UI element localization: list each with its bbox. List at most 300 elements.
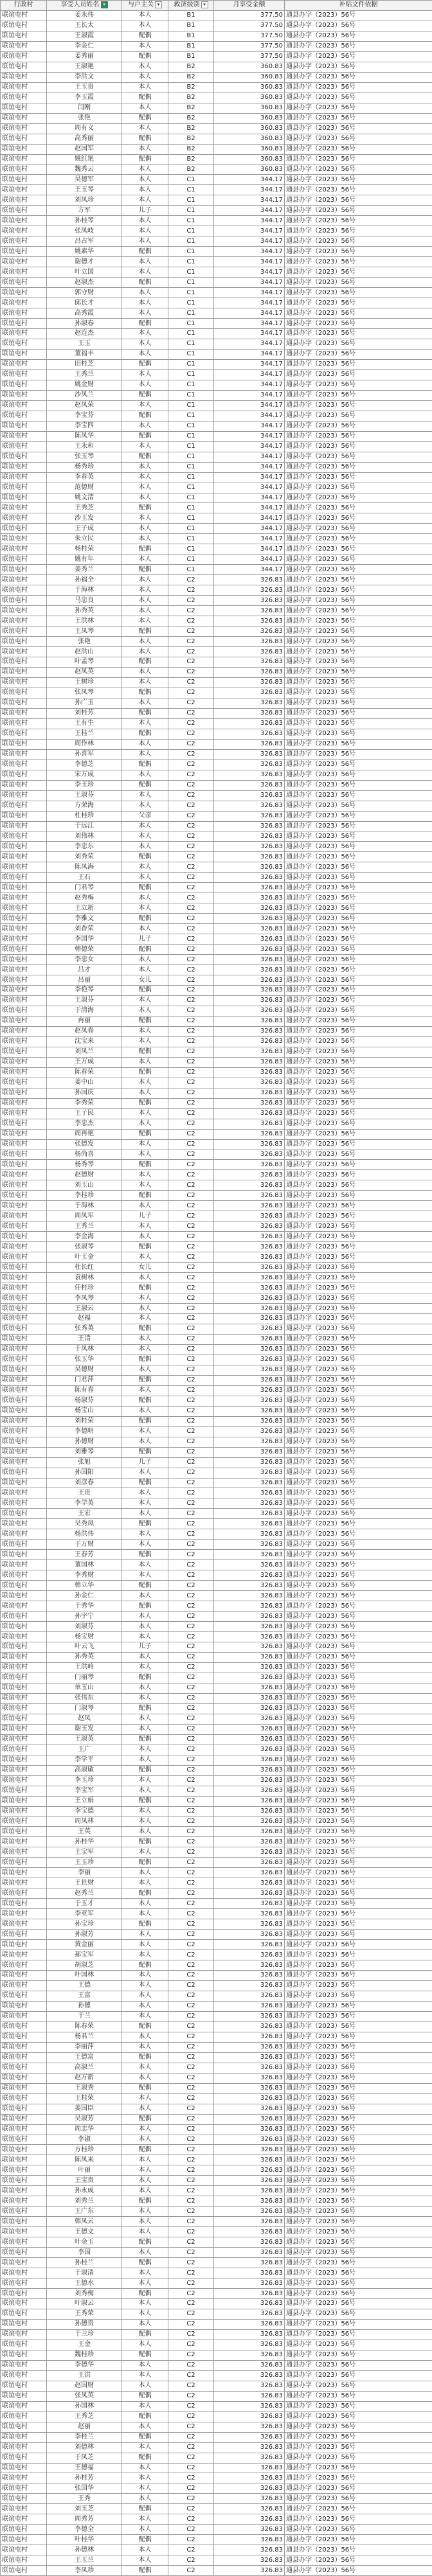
table-row[interactable] xyxy=(1,903,432,914)
cell-relation[interactable]: 本人 xyxy=(122,1683,168,1693)
cell-village[interactable]: 联谊屯村 xyxy=(1,1468,47,1478)
cell-name[interactable]: 门君萍 xyxy=(47,1375,122,1385)
cell-amount[interactable]: 326.83 xyxy=(214,1426,285,1437)
cell-amount[interactable]: 326.83 xyxy=(214,2145,285,2155)
cell-amount[interactable]: 326.83 xyxy=(214,1806,285,1817)
cell-level[interactable]: C2 xyxy=(168,606,214,616)
cell-doc[interactable]: 通县办字（2023）56号 xyxy=(285,1478,432,1488)
cell-level[interactable]: C2 xyxy=(168,2309,214,2319)
cell-amount[interactable]: 344.17 xyxy=(214,565,285,575)
cell-name[interactable]: 郭守财 xyxy=(47,288,122,298)
cell-doc[interactable]: 通县办字（2023）56号 xyxy=(285,914,432,924)
cell-doc[interactable]: 通县办字（2023）56号 xyxy=(285,2227,432,2237)
cell-doc[interactable]: 通县办字（2023）56号 xyxy=(285,431,432,441)
cell-level[interactable]: C1 xyxy=(168,513,214,524)
cell-doc[interactable]: 通县办字（2023）56号 xyxy=(285,1488,432,1498)
cell-name[interactable]: 王玉兰 xyxy=(47,2555,122,2566)
cell-village[interactable]: 联谊屯村 xyxy=(1,801,47,811)
cell-relation[interactable]: 本人 xyxy=(122,1745,168,1755)
cell-village[interactable]: 联谊屯村 xyxy=(1,1426,47,1437)
table-row[interactable] xyxy=(1,1334,432,1344)
cell-level[interactable]: C2 xyxy=(168,1775,214,1786)
table-row[interactable] xyxy=(1,10,432,21)
cell-name[interactable]: 王宝军 xyxy=(47,1847,122,1858)
cell-relation[interactable]: 配偶 xyxy=(122,1160,168,1170)
cell-relation[interactable]: 本人 xyxy=(122,667,168,677)
cell-level[interactable]: C2 xyxy=(168,1837,214,1847)
cell-name[interactable]: 田桂芝 xyxy=(47,359,122,369)
cell-village[interactable]: 联谊屯村 xyxy=(1,616,47,626)
cell-relation[interactable]: 本人 xyxy=(122,1847,168,1858)
cell-doc[interactable]: 通县办字（2023）56号 xyxy=(285,1160,432,1170)
cell-village[interactable]: 联谊屯村 xyxy=(1,1263,47,1273)
cell-doc[interactable]: 通县办字（2023）56号 xyxy=(285,1170,432,1180)
cell-name[interactable]: 方军 xyxy=(47,206,122,216)
cell-name[interactable]: 刘凤珍 xyxy=(47,195,122,206)
cell-relation[interactable]: 本人 xyxy=(122,1385,168,1396)
cell-doc[interactable]: 通县办字（2023）56号 xyxy=(285,247,432,257)
cell-relation[interactable]: 本人 xyxy=(122,555,168,565)
cell-relation[interactable]: 本人 xyxy=(122,216,168,226)
table-row[interactable] xyxy=(1,308,432,319)
cell-name[interactable]: 王广 xyxy=(47,1745,122,1755)
table-row[interactable] xyxy=(1,914,432,924)
cell-village[interactable]: 联谊屯村 xyxy=(1,955,47,965)
cell-doc[interactable]: 通县办字（2023）56号 xyxy=(285,1570,432,1581)
cell-doc[interactable]: 通县办字（2023）56号 xyxy=(285,1837,432,1847)
cell-level[interactable]: C1 xyxy=(168,319,214,329)
cell-doc[interactable]: 通县办字（2023）56号 xyxy=(285,1632,432,1642)
cell-amount[interactable]: 326.83 xyxy=(214,1108,285,1119)
cell-amount[interactable]: 326.83 xyxy=(214,2504,285,2514)
cell-relation[interactable]: 配偶 xyxy=(122,1837,168,1847)
cell-name[interactable]: 胡淑芝 xyxy=(47,1960,122,1971)
cell-amount[interactable]: 360.83 xyxy=(214,93,285,103)
cell-name[interactable]: 王长太 xyxy=(47,21,122,31)
cell-village[interactable]: 联谊屯村 xyxy=(1,1344,47,1355)
cell-village[interactable]: 联谊屯村 xyxy=(1,2289,47,2299)
cell-doc[interactable]: 通县办字（2023）56号 xyxy=(285,862,432,873)
cell-amount[interactable]: 326.83 xyxy=(214,1488,285,1498)
cell-village[interactable]: 联谊屯村 xyxy=(1,1581,47,1591)
cell-name[interactable]: 魏桂珍 xyxy=(47,2350,122,2360)
cell-relation[interactable]: 本人 xyxy=(122,1652,168,1662)
cell-level[interactable]: C2 xyxy=(168,1888,214,1899)
cell-relation[interactable]: 本人 xyxy=(122,2207,168,2217)
table-row[interactable] xyxy=(1,493,432,503)
cell-village[interactable]: 联谊屯村 xyxy=(1,1950,47,1960)
cell-level[interactable]: C2 xyxy=(168,1601,214,1612)
cell-amount[interactable]: 344.17 xyxy=(214,206,285,216)
cell-name[interactable]: 张凤琴 xyxy=(47,688,122,698)
cell-name[interactable]: 姜永伟 xyxy=(47,10,122,21)
cell-amount[interactable]: 326.83 xyxy=(214,1160,285,1170)
cell-relation[interactable]: 本人 xyxy=(122,62,168,72)
cell-name[interactable]: 李金海 xyxy=(47,1232,122,1242)
table-row[interactable] xyxy=(1,2258,432,2268)
cell-relation[interactable]: 配偶 xyxy=(122,2350,168,2360)
cell-doc[interactable]: 通县办字（2023）56号 xyxy=(285,288,432,298)
cell-name[interactable]: 王德水 xyxy=(47,2278,122,2289)
cell-amount[interactable]: 344.17 xyxy=(214,380,285,390)
cell-name[interactable]: 李凤珍 xyxy=(47,2566,122,2576)
cell-relation[interactable]: 本人 xyxy=(122,1108,168,1119)
cell-amount[interactable]: 326.83 xyxy=(214,1622,285,1632)
cell-level[interactable]: C2 xyxy=(168,1016,214,1026)
cell-doc[interactable]: 通县办字（2023）56号 xyxy=(285,1755,432,1765)
cell-amount[interactable]: 326.83 xyxy=(214,811,285,821)
cell-doc[interactable]: 通县办字（2023）56号 xyxy=(285,134,432,144)
cell-relation[interactable]: 本人 xyxy=(122,1612,168,1622)
cell-name[interactable]: 王秀兰 xyxy=(47,1221,122,1232)
cell-village[interactable]: 联谊屯村 xyxy=(1,1067,47,1078)
cell-name[interactable]: 赵丽 xyxy=(47,2422,122,2432)
cell-name[interactable]: 王金 xyxy=(47,2340,122,2350)
cell-level[interactable]: C1 xyxy=(168,462,214,472)
cell-amount[interactable]: 344.17 xyxy=(214,400,285,411)
cell-amount[interactable]: 326.83 xyxy=(214,862,285,873)
cell-relation[interactable]: 配偶 xyxy=(122,1416,168,1426)
cell-level[interactable]: C2 xyxy=(168,2042,214,2052)
cell-level[interactable]: C2 xyxy=(168,1232,214,1242)
table-row[interactable] xyxy=(1,1591,432,1601)
cell-name[interactable]: 李宝德 xyxy=(47,1806,122,1817)
cell-relation[interactable]: 配偶 xyxy=(122,1067,168,1078)
cell-relation[interactable]: 本人 xyxy=(122,2340,168,2350)
cell-village[interactable]: 联谊屯村 xyxy=(1,2494,47,2504)
cell-name[interactable]: 孙福全 xyxy=(47,575,122,585)
cell-relation[interactable]: 配偶 xyxy=(122,319,168,329)
cell-doc[interactable]: 通县办字（2023）56号 xyxy=(285,1293,432,1304)
cell-doc[interactable]: 通县办字（2023）56号 xyxy=(285,821,432,831)
cell-relation[interactable]: 本人 xyxy=(122,677,168,688)
cell-name[interactable]: 杨秀珍 xyxy=(47,462,122,472)
cell-amount[interactable]: 326.83 xyxy=(214,1519,285,1529)
cell-relation[interactable]: 配偶 xyxy=(122,154,168,164)
cell-level[interactable]: B2 xyxy=(168,103,214,113)
cell-name[interactable]: 王秀 xyxy=(47,2494,122,2504)
table-row[interactable] xyxy=(1,1150,432,1160)
cell-level[interactable]: C2 xyxy=(168,2514,214,2525)
cell-name[interactable]: 董国林 xyxy=(47,1560,122,1570)
cell-name[interactable]: 张秀英 xyxy=(47,1324,122,1334)
cell-name[interactable]: 王广东 xyxy=(47,2207,122,2217)
cell-relation[interactable]: 本人 xyxy=(122,1714,168,1724)
cell-doc[interactable]: 通县办字（2023）56号 xyxy=(285,1437,432,1447)
cell-village[interactable]: 联谊屯村 xyxy=(1,2063,47,2073)
cell-name[interactable]: 李金仁 xyxy=(47,41,122,51)
cell-name[interactable]: 李玉珍 xyxy=(47,1775,122,1786)
cell-amount[interactable]: 326.83 xyxy=(214,2011,285,2021)
cell-relation[interactable]: 本人 xyxy=(122,1026,168,1036)
cell-relation[interactable]: 儿子 xyxy=(122,934,168,945)
cell-level[interactable]: C2 xyxy=(168,780,214,790)
cell-level[interactable]: C2 xyxy=(168,1170,214,1180)
table-row[interactable] xyxy=(1,329,432,339)
cell-name[interactable]: 韩凤云 xyxy=(47,2217,122,2227)
cell-amount[interactable]: 326.83 xyxy=(214,2401,285,2412)
cell-village[interactable]: 联谊屯村 xyxy=(1,1385,47,1396)
table-row[interactable] xyxy=(1,1468,432,1478)
cell-village[interactable]: 联谊屯村 xyxy=(1,503,47,513)
cell-amount[interactable]: 326.83 xyxy=(214,688,285,698)
cell-doc[interactable]: 通县办字（2023）56号 xyxy=(285,1457,432,1468)
cell-doc[interactable]: 通县办字（2023）56号 xyxy=(285,842,432,852)
cell-name[interactable]: 王德文 xyxy=(47,2227,122,2237)
table-row[interactable] xyxy=(1,2186,432,2196)
cell-amount[interactable]: 326.83 xyxy=(214,1868,285,1878)
cell-level[interactable]: C2 xyxy=(168,2566,214,2576)
table-row[interactable] xyxy=(1,2319,432,2329)
table-row[interactable] xyxy=(1,2350,432,2360)
table-row[interactable] xyxy=(1,267,432,278)
cell-amount[interactable]: 326.83 xyxy=(214,1560,285,1570)
cell-level[interactable]: C2 xyxy=(168,2124,214,2135)
cell-amount[interactable]: 326.83 xyxy=(214,1036,285,1047)
cell-amount[interactable]: 326.83 xyxy=(214,1540,285,1550)
cell-name[interactable]: 于秀华 xyxy=(47,1601,122,1612)
cell-level[interactable]: C2 xyxy=(168,1991,214,2001)
cell-amount[interactable]: 326.83 xyxy=(214,1703,285,1714)
cell-doc[interactable]: 通县办字（2023）56号 xyxy=(285,1119,432,1129)
cell-village[interactable]: 联谊屯村 xyxy=(1,2093,47,2104)
cell-name[interactable]: 李秀财 xyxy=(47,1570,122,1581)
cell-village[interactable]: 联谊屯村 xyxy=(1,41,47,51)
cell-relation[interactable]: 本人 xyxy=(122,1252,168,1263)
cell-doc[interactable]: 通县办字（2023）56号 xyxy=(285,2309,432,2319)
cell-doc[interactable]: 通县办字（2023）56号 xyxy=(285,2001,432,2011)
table-row[interactable] xyxy=(1,1991,432,2001)
table-row[interactable] xyxy=(1,1734,432,1745)
cell-amount[interactable]: 326.83 xyxy=(214,1334,285,1344)
cell-village[interactable]: 联谊屯村 xyxy=(1,1755,47,1765)
cell-name[interactable]: 王英 xyxy=(47,1827,122,1837)
cell-amount[interactable]: 360.83 xyxy=(214,164,285,175)
cell-doc[interactable]: 通县办字（2023）56号 xyxy=(285,2299,432,2309)
cell-name[interactable]: 周有义 xyxy=(47,123,122,134)
cell-amount[interactable]: 326.83 xyxy=(214,1919,285,1930)
cell-village[interactable]: 联谊屯村 xyxy=(1,2083,47,2093)
cell-village[interactable]: 联谊屯村 xyxy=(1,2196,47,2207)
cell-name[interactable]: 赵凤 xyxy=(47,1714,122,1724)
cell-village[interactable]: 联谊屯村 xyxy=(1,1591,47,1601)
table-row[interactable] xyxy=(1,1098,432,1108)
cell-village[interactable]: 联谊屯村 xyxy=(1,2370,47,2381)
cell-relation[interactable]: 本人 xyxy=(122,1088,168,1098)
cell-village[interactable]: 联谊屯村 xyxy=(1,1334,47,1344)
cell-name[interactable]: 韩德荣 xyxy=(47,945,122,955)
cell-amount[interactable]: 326.83 xyxy=(214,1683,285,1693)
cell-name[interactable]: 周志华 xyxy=(47,2124,122,2135)
cell-village[interactable]: 联谊屯村 xyxy=(1,1119,47,1129)
cell-name[interactable]: 王玉珍 xyxy=(47,1858,122,1868)
cell-doc[interactable]: 通县办字（2023）56号 xyxy=(285,1201,432,1211)
cell-doc[interactable]: 通县办字（2023）56号 xyxy=(285,2370,432,2381)
cell-level[interactable]: C1 xyxy=(168,267,214,278)
cell-level[interactable]: C2 xyxy=(168,2083,214,2093)
cell-doc[interactable]: 通县办字（2023）56号 xyxy=(285,390,432,400)
cell-amount[interactable]: 377.50 xyxy=(214,10,285,21)
cell-village[interactable]: 联谊屯村 xyxy=(1,1108,47,1119)
table-row[interactable] xyxy=(1,1221,432,1232)
cell-name[interactable]: 刘秀兰 xyxy=(47,2196,122,2207)
cell-village[interactable]: 联谊屯村 xyxy=(1,236,47,247)
cell-village[interactable]: 联谊屯村 xyxy=(1,821,47,831)
cell-relation[interactable]: 本人 xyxy=(122,164,168,175)
cell-relation[interactable]: 配偶 xyxy=(122,914,168,924)
cell-amount[interactable]: 344.17 xyxy=(214,278,285,288)
cell-amount[interactable]: 326.83 xyxy=(214,1375,285,1385)
cell-doc[interactable]: 通县办字（2023）56号 xyxy=(285,1652,432,1662)
cell-name[interactable]: 王凤琴 xyxy=(47,626,122,637)
cell-level[interactable]: C2 xyxy=(168,2176,214,2186)
cell-doc[interactable]: 通县办字（2023）56号 xyxy=(285,893,432,903)
cell-relation[interactable]: 配偶 xyxy=(122,1673,168,1683)
cell-doc[interactable]: 通县办字（2023）56号 xyxy=(285,1416,432,1426)
cell-doc[interactable]: 通县办字（2023）56号 xyxy=(285,51,432,62)
cell-amount[interactable]: 326.83 xyxy=(214,1201,285,1211)
cell-village[interactable]: 联谊屯村 xyxy=(1,1252,47,1263)
cell-amount[interactable]: 326.83 xyxy=(214,1930,285,1940)
cell-doc[interactable]: 通县办字（2023）56号 xyxy=(285,1714,432,1724)
cell-doc[interactable]: 通县办字（2023）56号 xyxy=(285,831,432,842)
cell-name[interactable]: 赵国军 xyxy=(47,144,122,154)
cell-level[interactable]: C2 xyxy=(168,1673,214,1683)
cell-level[interactable]: C2 xyxy=(168,1211,214,1221)
table-row[interactable] xyxy=(1,811,432,821)
cell-relation[interactable]: 本人 xyxy=(122,483,168,493)
cell-doc[interactable]: 通县办字（2023）56号 xyxy=(285,2165,432,2176)
cell-village[interactable]: 联谊屯村 xyxy=(1,924,47,934)
cell-level[interactable]: C1 xyxy=(168,288,214,298)
cell-doc[interactable]: 通县办字（2023）56号 xyxy=(285,2114,432,2124)
cell-level[interactable]: C2 xyxy=(168,975,214,986)
cell-amount[interactable]: 326.83 xyxy=(214,903,285,914)
cell-relation[interactable]: 本人 xyxy=(122,2165,168,2176)
cell-doc[interactable]: 通县办字（2023）56号 xyxy=(285,2555,432,2566)
cell-level[interactable]: C1 xyxy=(168,390,214,400)
cell-village[interactable]: 联谊屯村 xyxy=(1,2258,47,2268)
cell-doc[interactable]: 通县办字（2023）56号 xyxy=(285,1026,432,1036)
cell-doc[interactable]: 通县办字（2023）56号 xyxy=(285,82,432,93)
cell-level[interactable]: C2 xyxy=(168,2319,214,2329)
table-row[interactable] xyxy=(1,1662,432,1673)
cell-amount[interactable]: 326.83 xyxy=(214,1293,285,1304)
cell-name[interactable]: 陈凤华 xyxy=(47,431,122,441)
cell-village[interactable]: 联谊屯村 xyxy=(1,585,47,596)
cell-name[interactable]: 李玉霞 xyxy=(47,93,122,103)
cell-name[interactable]: 于淑清 xyxy=(47,2268,122,2278)
cell-level[interactable]: C2 xyxy=(168,1273,214,1283)
cell-village[interactable]: 联谊屯村 xyxy=(1,2145,47,2155)
cell-amount[interactable]: 326.83 xyxy=(214,1509,285,1519)
cell-amount[interactable]: 344.17 xyxy=(214,195,285,206)
cell-doc[interactable]: 通县办字（2023）56号 xyxy=(285,10,432,21)
cell-relation[interactable]: 配偶 xyxy=(122,626,168,637)
filter-dropdown-icon[interactable]: ▾ xyxy=(101,1,108,8)
table-row[interactable] xyxy=(1,31,432,41)
cell-amount[interactable]: 360.83 xyxy=(214,62,285,72)
table-row[interactable] xyxy=(1,534,432,544)
table-row[interactable] xyxy=(1,1632,432,1642)
cell-relation[interactable]: 配偶 xyxy=(122,2329,168,2340)
cell-level[interactable]: C2 xyxy=(168,1263,214,1273)
cell-doc[interactable]: 通县办字（2023）56号 xyxy=(285,647,432,657)
cell-relation[interactable]: 本人 xyxy=(122,606,168,616)
cell-doc[interactable]: 通县办字（2023）56号 xyxy=(285,606,432,616)
cell-village[interactable]: 联谊屯村 xyxy=(1,103,47,113)
cell-doc[interactable]: 通县办字（2023）56号 xyxy=(285,257,432,267)
cell-village[interactable]: 联谊屯村 xyxy=(1,1786,47,1796)
cell-level[interactable]: C2 xyxy=(168,1036,214,1047)
cell-doc[interactable]: 通县办字（2023）56号 xyxy=(285,2412,432,2422)
cell-doc[interactable]: 通县办字（2023）56号 xyxy=(285,770,432,780)
cell-name[interactable]: 李春英 xyxy=(47,472,122,483)
cell-doc[interactable]: 通县办字（2023）56号 xyxy=(285,2504,432,2514)
cell-level[interactable]: C1 xyxy=(168,483,214,493)
cell-relation[interactable]: 本人 xyxy=(122,2370,168,2381)
cell-level[interactable]: C2 xyxy=(168,1847,214,1858)
cell-relation[interactable]: 配偶 xyxy=(122,2114,168,2124)
cell-name[interactable]: 沙凤兰 xyxy=(47,390,122,400)
cell-level[interactable]: C2 xyxy=(168,1642,214,1653)
cell-amount[interactable]: 377.50 xyxy=(214,21,285,31)
cell-name[interactable]: 冉丽 xyxy=(47,1016,122,1026)
cell-level[interactable]: C1 xyxy=(168,441,214,452)
cell-name[interactable]: 吕占军 xyxy=(47,236,122,247)
table-row[interactable] xyxy=(1,657,432,668)
cell-doc[interactable]: 通县办字（2023）56号 xyxy=(285,21,432,31)
cell-name[interactable]: 孙宇宁 xyxy=(47,1612,122,1622)
table-row[interactable] xyxy=(1,298,432,308)
cell-name[interactable]: 高淑兰 xyxy=(47,2063,122,2073)
cell-level[interactable]: B2 xyxy=(168,144,214,154)
column-header-name[interactable] xyxy=(47,1,122,11)
cell-doc[interactable]: 通县办字（2023）56号 xyxy=(285,2217,432,2227)
cell-village[interactable]: 联谊屯村 xyxy=(1,934,47,945)
cell-amount[interactable]: 326.83 xyxy=(214,1406,285,1416)
table-row[interactable] xyxy=(1,51,432,62)
table-row[interactable] xyxy=(1,831,432,842)
cell-level[interactable]: C2 xyxy=(168,1047,214,1057)
cell-relation[interactable]: 本人 xyxy=(122,2309,168,2319)
cell-name[interactable]: 王立新 xyxy=(47,903,122,914)
cell-level[interactable]: C2 xyxy=(168,1755,214,1765)
cell-relation[interactable]: 本人 xyxy=(122,349,168,359)
cell-doc[interactable]: 通县办字（2023）56号 xyxy=(285,2268,432,2278)
table-row[interactable] xyxy=(1,1888,432,1899)
cell-amount[interactable]: 326.83 xyxy=(214,1714,285,1724)
cell-level[interactable]: C2 xyxy=(168,1529,214,1540)
cell-village[interactable]: 联谊屯村 xyxy=(1,2535,47,2545)
cell-relation[interactable]: 本人 xyxy=(122,2073,168,2083)
cell-name[interactable]: 刘雅琴 xyxy=(47,1447,122,1457)
cell-relation[interactable]: 儿子 xyxy=(122,1211,168,1221)
table-row[interactable] xyxy=(1,2370,432,2381)
cell-level[interactable]: C1 xyxy=(168,544,214,555)
cell-village[interactable]: 联谊屯村 xyxy=(1,1550,47,1560)
table-row[interactable] xyxy=(1,2535,432,2545)
cell-level[interactable]: C2 xyxy=(168,1242,214,1252)
cell-level[interactable]: C2 xyxy=(168,1745,214,1755)
cell-doc[interactable]: 通县办字（2023）56号 xyxy=(285,945,432,955)
cell-village[interactable]: 联谊屯村 xyxy=(1,1570,47,1581)
cell-level[interactable]: C1 xyxy=(168,206,214,216)
cell-name[interactable]: 于凤芝 xyxy=(47,2453,122,2463)
cell-village[interactable]: 联谊屯村 xyxy=(1,1211,47,1221)
cell-doc[interactable]: 通县办字（2023）56号 xyxy=(285,2535,432,2545)
table-row[interactable] xyxy=(1,1683,432,1693)
